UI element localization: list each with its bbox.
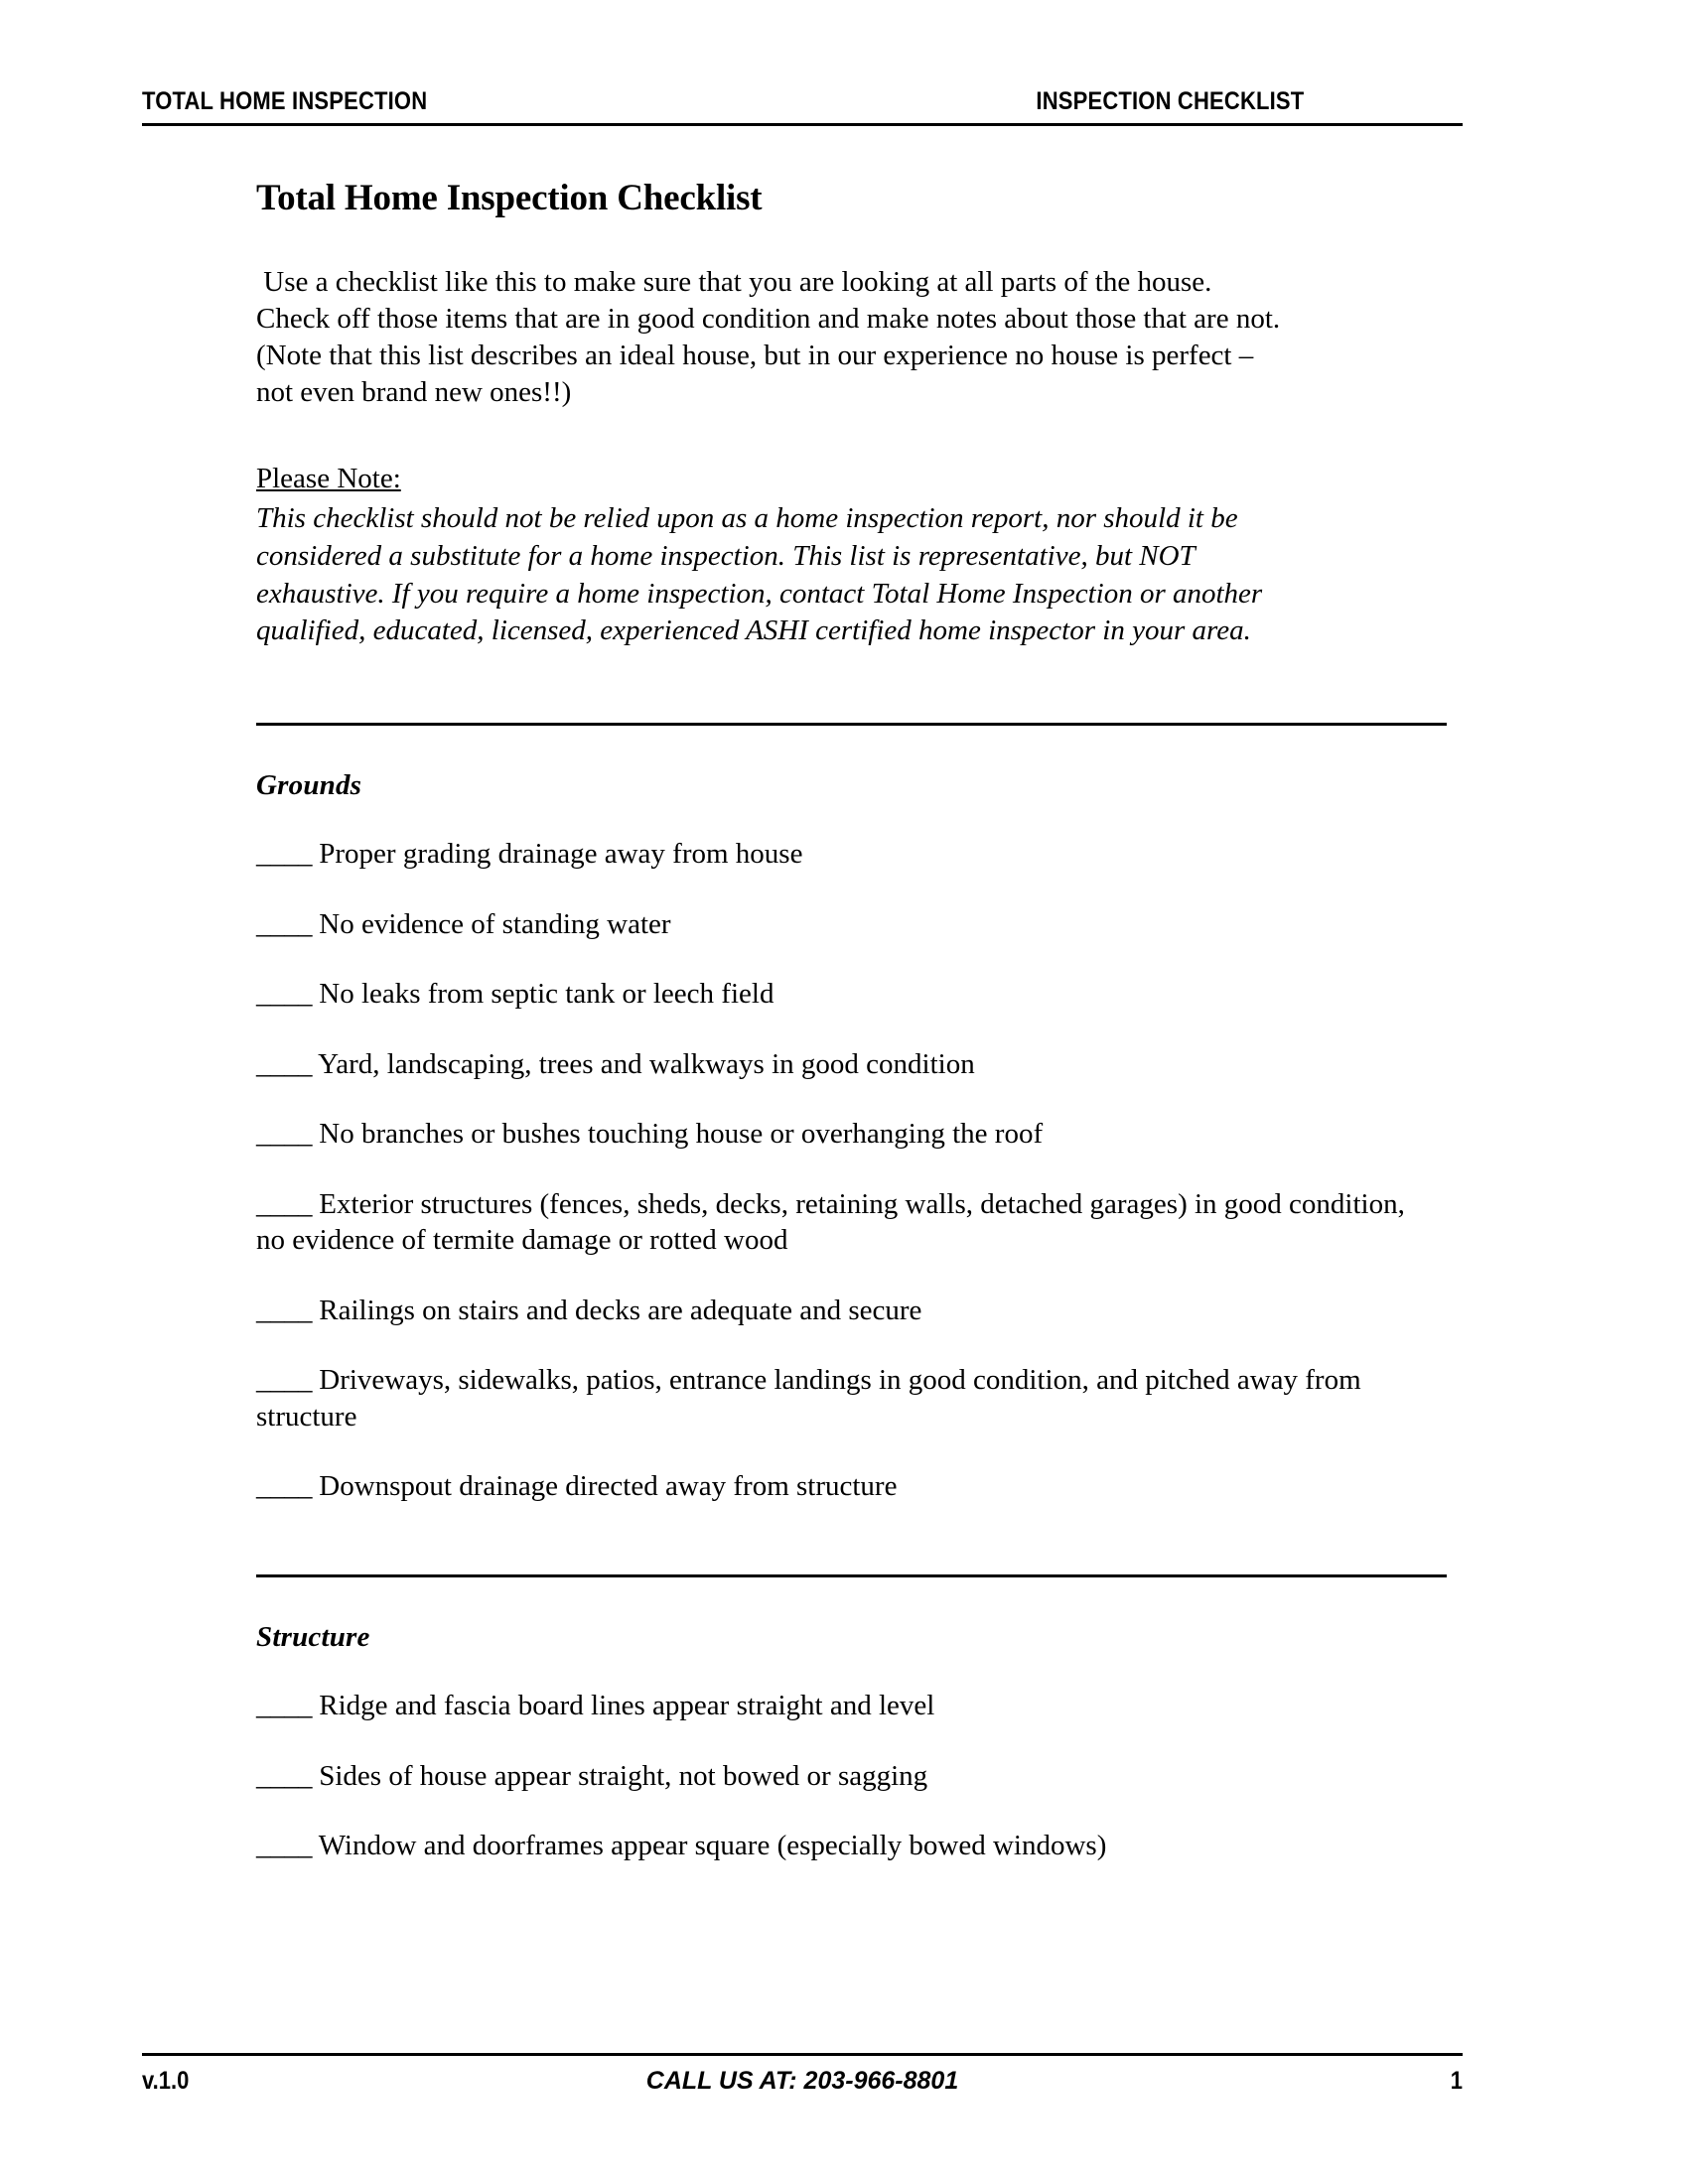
checklist-item-label: Exterior structures (fences, sheds, decks, retaining walls, detached garages) in good condition, no evidence of termite damage or rotted wood — [256, 1187, 1405, 1257]
note-line-3: exhaustive. If you require a home inspection, contact Total Home Inspection or another — [256, 577, 1263, 610]
checkoff-blank[interactable]: ____ — [256, 1364, 312, 1397]
note-line-1: This checklist should not be relied upon as a home inspection report, nor should it be — [256, 502, 1238, 535]
footer-call-us: CALL US AT: 203-966-8801 — [645, 2067, 959, 2095]
checklist-grounds — [256, 836, 1447, 1505]
checklist-item[interactable] — [256, 1758, 1433, 1795]
checkoff-blank[interactable]: ____ — [256, 1759, 312, 1792]
checklist-item[interactable] — [256, 976, 1433, 1013]
checkoff-blank[interactable]: ____ — [256, 1470, 312, 1503]
footer-rule — [142, 2053, 1463, 2056]
please-note-body — [256, 500, 1438, 650]
section-grounds — [256, 769, 1447, 1505]
checklist-item-label: Driveways, sidewalks, patios, entrance landings in good condition, and pitched away from structure — [256, 1364, 1361, 1433]
checklist-item-label: Window and doorframes appear square (especially bowed windows) — [312, 1830, 1107, 1862]
footer-page-number: 1 — [1450, 2067, 1463, 2095]
checklist-item[interactable] — [256, 1828, 1433, 1864]
checklist-item-label: No branches or bushes touching house or overhanging the roof — [312, 1118, 1044, 1151]
checklist-item-label: Yard, landscaping, trees and walkways in good condition — [312, 1047, 975, 1080]
checklist-item-label: Railings on stairs and decks are adequate and secure — [312, 1294, 922, 1326]
running-footer — [142, 2067, 1463, 2096]
checklist-item[interactable] — [256, 1362, 1433, 1434]
checklist-item[interactable] — [256, 1293, 1433, 1329]
checklist-item-label: Ridge and fascia board lines appear straight and level — [312, 1689, 935, 1721]
note-line-4: qualified, educated, licensed, experienced ASHI certified home inspector in your area. — [256, 614, 1251, 647]
section-divider-1 — [256, 723, 1447, 726]
note-line-2: considered a substitute for a home inspection. This list is representative, but NOT — [256, 540, 1196, 573]
section-heading-grounds: Grounds — [256, 769, 362, 802]
checkoff-blank[interactable]: ____ — [256, 978, 312, 1011]
running-header-left: TOTAL HOME INSPECTION — [142, 87, 428, 115]
checkoff-blank[interactable]: ____ — [256, 838, 312, 871]
intro-line-2: Check off those items that are in good condition and make notes about those that are not. — [256, 302, 1281, 335]
checkoff-blank[interactable]: ____ — [256, 1689, 312, 1721]
checkoff-blank[interactable]: ____ — [256, 1830, 312, 1862]
please-note-block — [256, 461, 1447, 650]
checkoff-blank[interactable]: ____ — [256, 1294, 312, 1326]
checklist-item-label: No evidence of standing water — [312, 907, 671, 940]
checklist-item[interactable] — [256, 836, 1433, 873]
section-heading-structure: Structure — [256, 1620, 370, 1653]
please-note-label: Please Note: — [256, 463, 401, 495]
page-title: Total Home Inspection Checklist — [256, 178, 763, 218]
footer-version: v.1.0 — [142, 2067, 190, 2095]
document-body — [256, 179, 1447, 1864]
checklist-structure — [256, 1688, 1447, 1864]
checkoff-blank[interactable]: ____ — [256, 907, 312, 940]
checklist-item[interactable] — [256, 1468, 1433, 1505]
checkoff-blank[interactable]: ____ — [256, 1118, 312, 1151]
running-header-right: INSPECTION CHECKLIST — [1036, 87, 1305, 115]
header-rule — [142, 123, 1463, 126]
checkoff-blank[interactable]: ____ — [256, 1047, 312, 1080]
checklist-item[interactable] — [256, 1186, 1433, 1259]
checkoff-blank[interactable]: ____ — [256, 1187, 312, 1220]
checklist-item[interactable] — [256, 1116, 1433, 1153]
checklist-item[interactable] — [256, 1688, 1433, 1724]
section-structure — [256, 1621, 1447, 1864]
checklist-item-label: Sides of house appear straight, not bowed or sagging — [312, 1759, 928, 1792]
checklist-item[interactable] — [256, 906, 1433, 943]
checklist-item-label: Proper grading drainage away from house — [312, 838, 803, 871]
checklist-item-label: No leaks from septic tank or leech field — [312, 978, 774, 1011]
intro-line-1: Use a checklist like this to make sure that you are looking at all parts of the house. — [256, 265, 1212, 298]
section-divider-2 — [256, 1574, 1447, 1577]
checklist-item-label: Downspout drainage directed away from structure — [312, 1470, 898, 1503]
running-header — [142, 87, 1304, 116]
intro-line-4: not even brand new ones!!) — [256, 376, 572, 409]
intro-paragraph — [256, 264, 1433, 411]
intro-line-3: (Note that this list describes an ideal house, but in our experience no house is perfect – — [256, 339, 1254, 371]
checklist-item[interactable] — [256, 1046, 1433, 1083]
